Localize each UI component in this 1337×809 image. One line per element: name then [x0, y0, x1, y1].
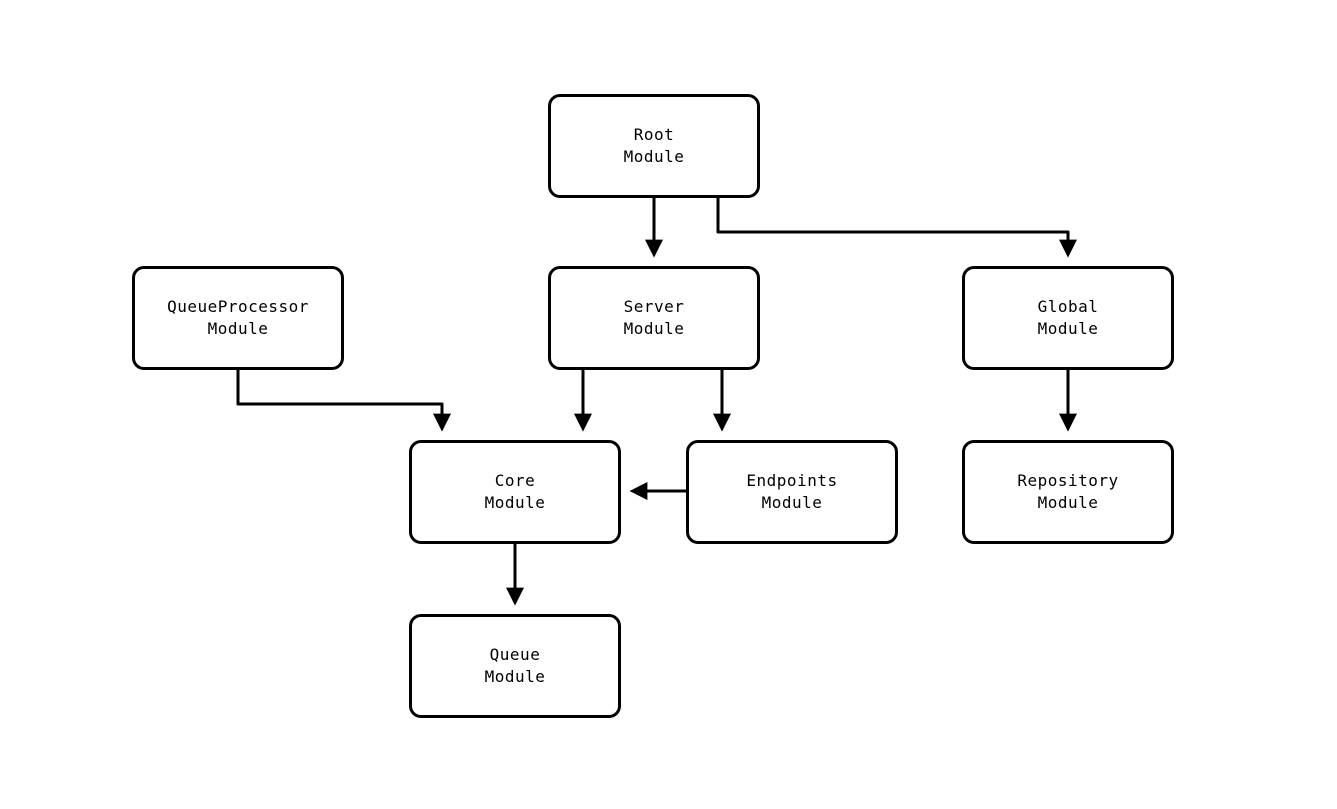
node-queueprocessor-module-label-line2: Module	[207, 319, 269, 338]
node-queue-module-label-line2: Module	[484, 667, 546, 686]
node-repository-module-label-line1: Repository	[1017, 471, 1119, 490]
node-endpoints-module-label-line1: Endpoints	[746, 471, 838, 490]
node-queueprocessor-module[interactable]	[132, 266, 344, 370]
node-repository-module-label-line2: Module	[1037, 493, 1099, 512]
node-global-module-label-line1: Global	[1037, 297, 1099, 316]
node-endpoints-module[interactable]	[686, 440, 898, 544]
node-queue-module-label-line1: Queue	[489, 645, 541, 664]
node-server-module-label-line2: Module	[623, 319, 685, 338]
node-endpoints-module-label-line2: Module	[761, 493, 823, 512]
node-global-module[interactable]	[962, 266, 1174, 370]
node-repository-module[interactable]	[962, 440, 1174, 544]
node-core-module[interactable]	[409, 440, 621, 544]
node-queue-module[interactable]	[409, 614, 621, 718]
node-server-module[interactable]	[548, 266, 760, 370]
edge-root-to-global	[718, 198, 1068, 254]
node-core-module-label-line2: Module	[484, 493, 546, 512]
node-root-module-label-line1: Root	[633, 125, 675, 144]
node-root-module[interactable]	[548, 94, 760, 198]
node-server-module-label-line1: Server	[623, 297, 685, 316]
node-core-module-label-line1: Core	[494, 471, 536, 490]
node-global-module-label-line2: Module	[1037, 319, 1099, 338]
edge-queueprocessor-to-core	[238, 370, 442, 428]
node-queueprocessor-module-label-line1: QueueProcessor	[167, 297, 309, 316]
node-root-module-label-line2: Module	[623, 147, 685, 166]
